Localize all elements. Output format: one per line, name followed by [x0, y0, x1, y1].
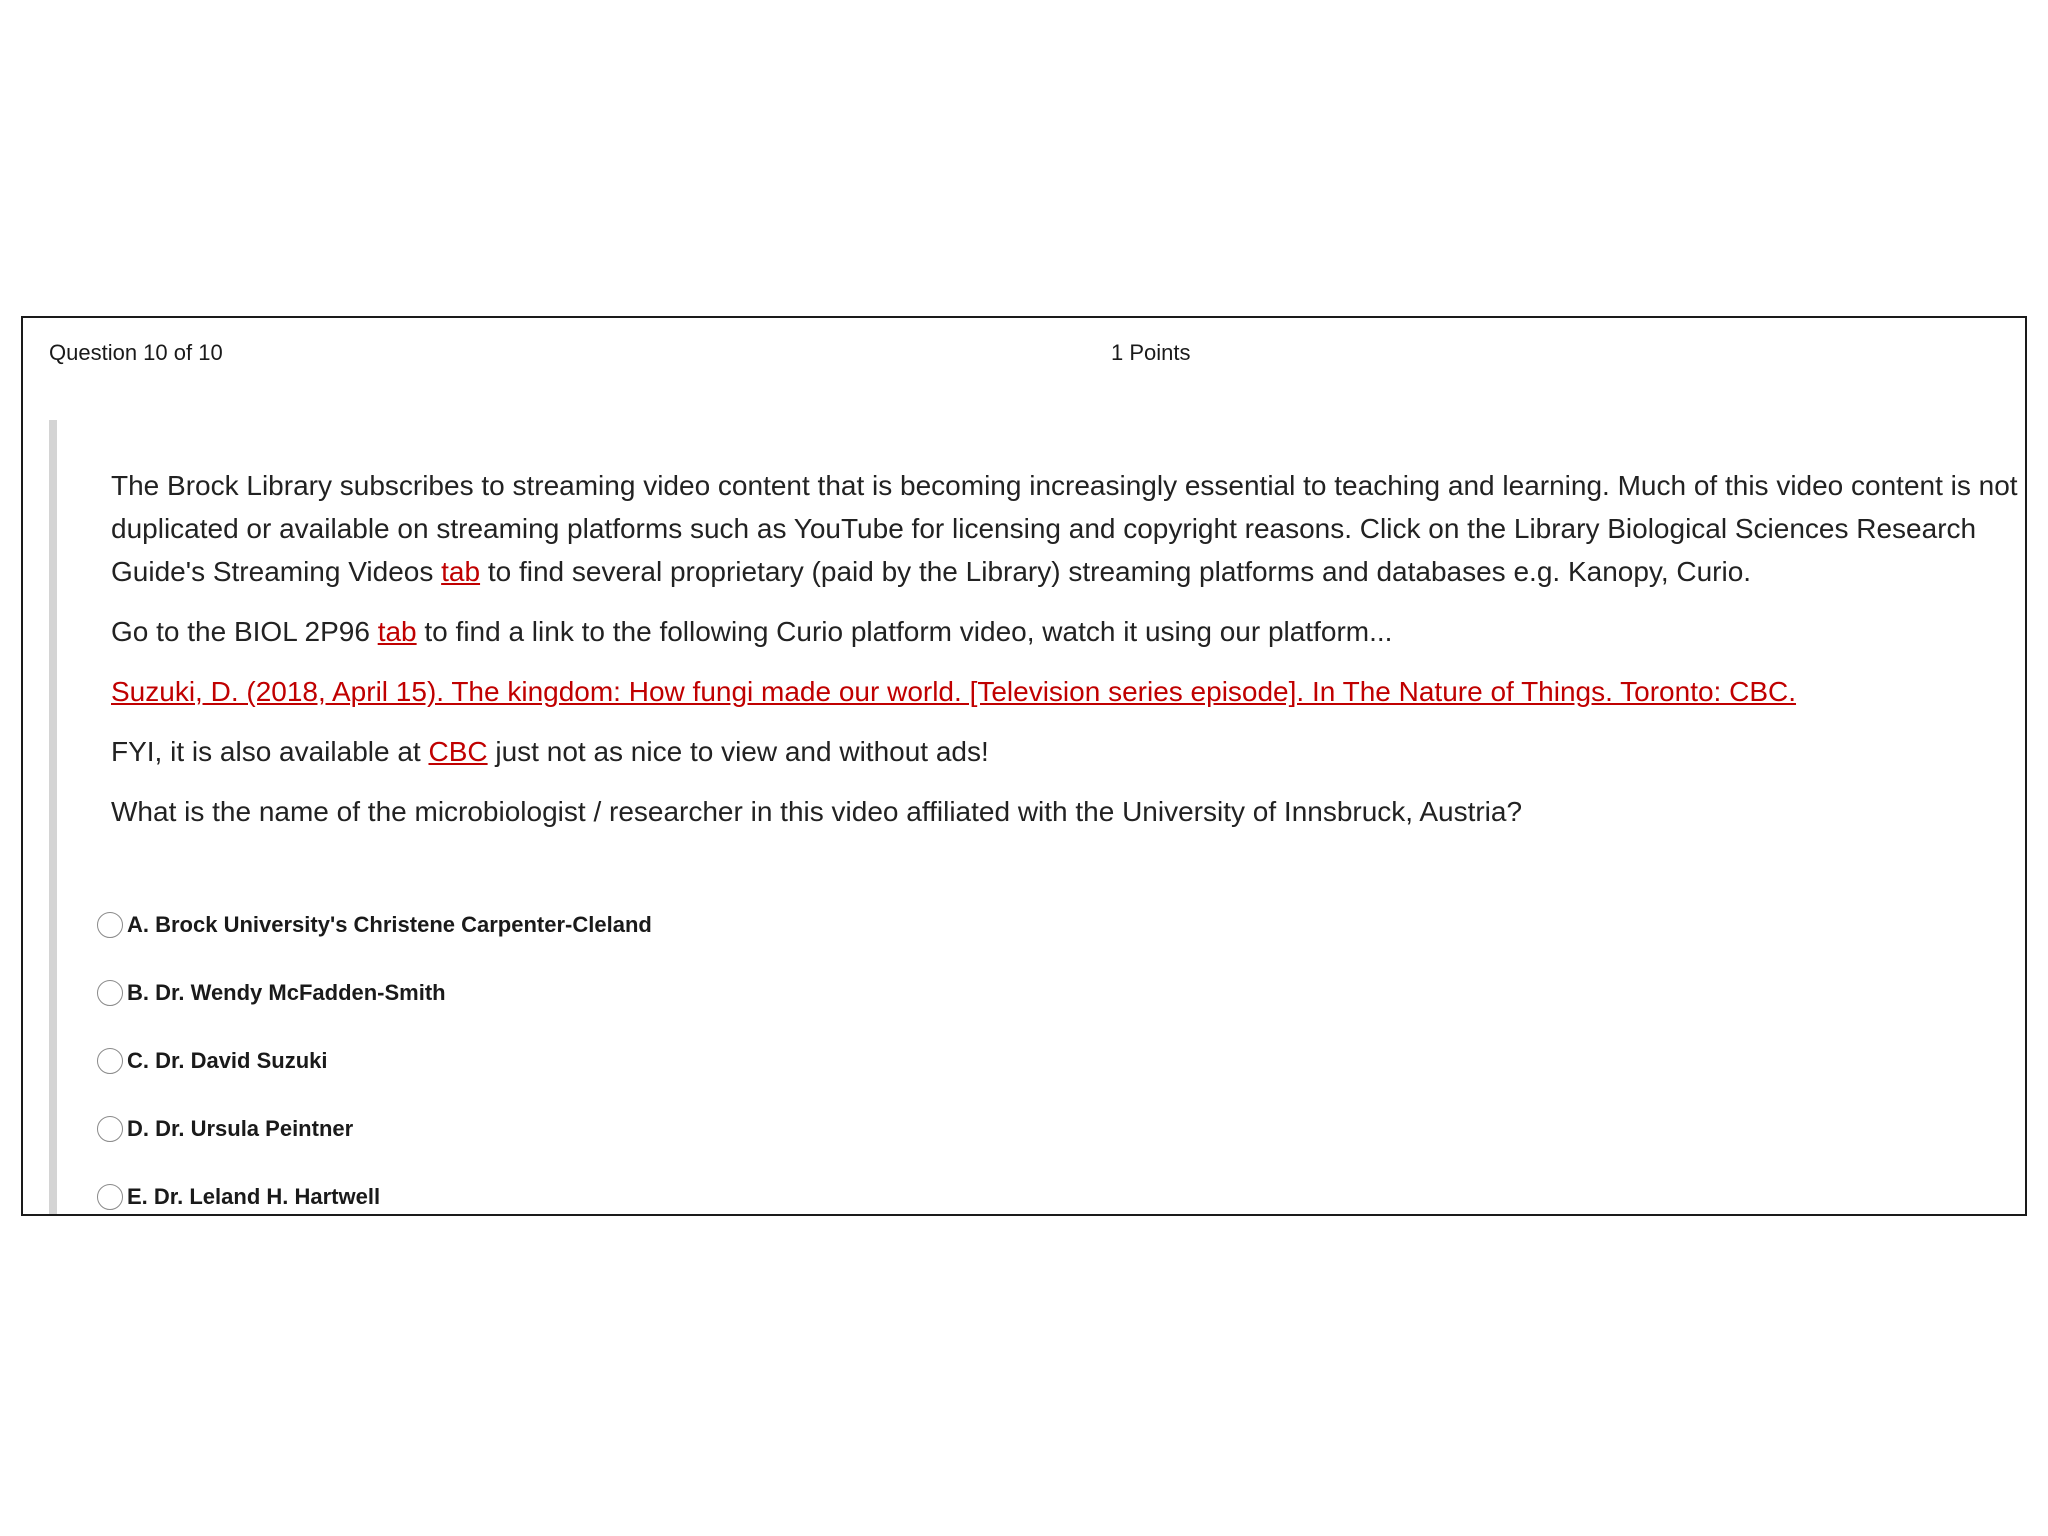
answer-option-d[interactable]: [97, 1095, 2005, 1163]
intro-text-after: to find several proprietary (paid by the Library) streaming platforms and databases e.g. Kanopy, Curio.: [480, 556, 1752, 587]
fyi-paragraph: [111, 730, 2027, 773]
answer-label: A. Brock University's Christene Carpenter-Cleland: [127, 912, 652, 937]
question-body: [49, 420, 2025, 1214]
video-citation-link[interactable]: Suzuki, D. (2018, April 15). The kingdom: How fungi made our world. [Television series episode]. In The Nature of Things. Toronto: CBC.: [111, 676, 1797, 707]
answer-option-a[interactable]: [97, 891, 2005, 959]
answer-label: C. Dr. David Suzuki: [127, 1048, 328, 1073]
instruction-text-before: Go to the BIOL 2P96: [111, 616, 378, 647]
answer-option-e[interactable]: [97, 1163, 2005, 1216]
fyi-text-after: just not as nice to view and without ads!: [487, 736, 989, 767]
streaming-videos-tab-link[interactable]: tab: [441, 556, 481, 587]
question-points: 1 Points: [1111, 340, 1191, 365]
question-header: [49, 340, 1999, 370]
citation-paragraph: [111, 670, 2027, 713]
intro-paragraph: [111, 464, 2027, 593]
fyi-text-before: FYI, it is also available at: [111, 736, 429, 767]
cbc-link[interactable]: CBC: [428, 736, 488, 767]
instruction-text-after: to find a link to the following Curio platform video, watch it using our platform...: [416, 616, 1393, 647]
answer-label: E. Dr. Leland H. Hartwell: [127, 1184, 381, 1209]
answer-option-b[interactable]: [97, 959, 2005, 1027]
radio-button-icon[interactable]: [97, 1184, 123, 1210]
answer-label: B. Dr. Wendy McFadden-Smith: [127, 980, 446, 1005]
radio-button-icon[interactable]: [97, 1048, 123, 1074]
answer-label: D. Dr. Ursula Peintner: [127, 1116, 354, 1141]
radio-button-icon[interactable]: [97, 912, 123, 938]
question-number: Question 10 of 10: [49, 340, 223, 365]
intro-text-before: The Brock Library subscribes to streaming video content that is becoming increasingly essential to teaching and learning. Much of this video content is not duplicated or available on streaming platforms such as YouTube for licensing and copyright reasons. Click on the Library Biological Sciences Research Guide's Streaming Videos: [111, 470, 2018, 587]
radio-button-icon[interactable]: [97, 980, 123, 1006]
answer-options: [97, 891, 2005, 1216]
instruction-paragraph: [111, 610, 2027, 653]
question-card: [21, 316, 2027, 1216]
question-prompt: What is the name of the microbiologist / researcher in this video affiliated with the University of Innsbruck, Austria?: [111, 796, 1523, 827]
radio-button-icon[interactable]: [97, 1116, 123, 1142]
question-text: [111, 464, 2027, 850]
biol-2p96-tab-link[interactable]: tab: [377, 616, 417, 647]
answer-option-c[interactable]: [97, 1027, 2005, 1095]
